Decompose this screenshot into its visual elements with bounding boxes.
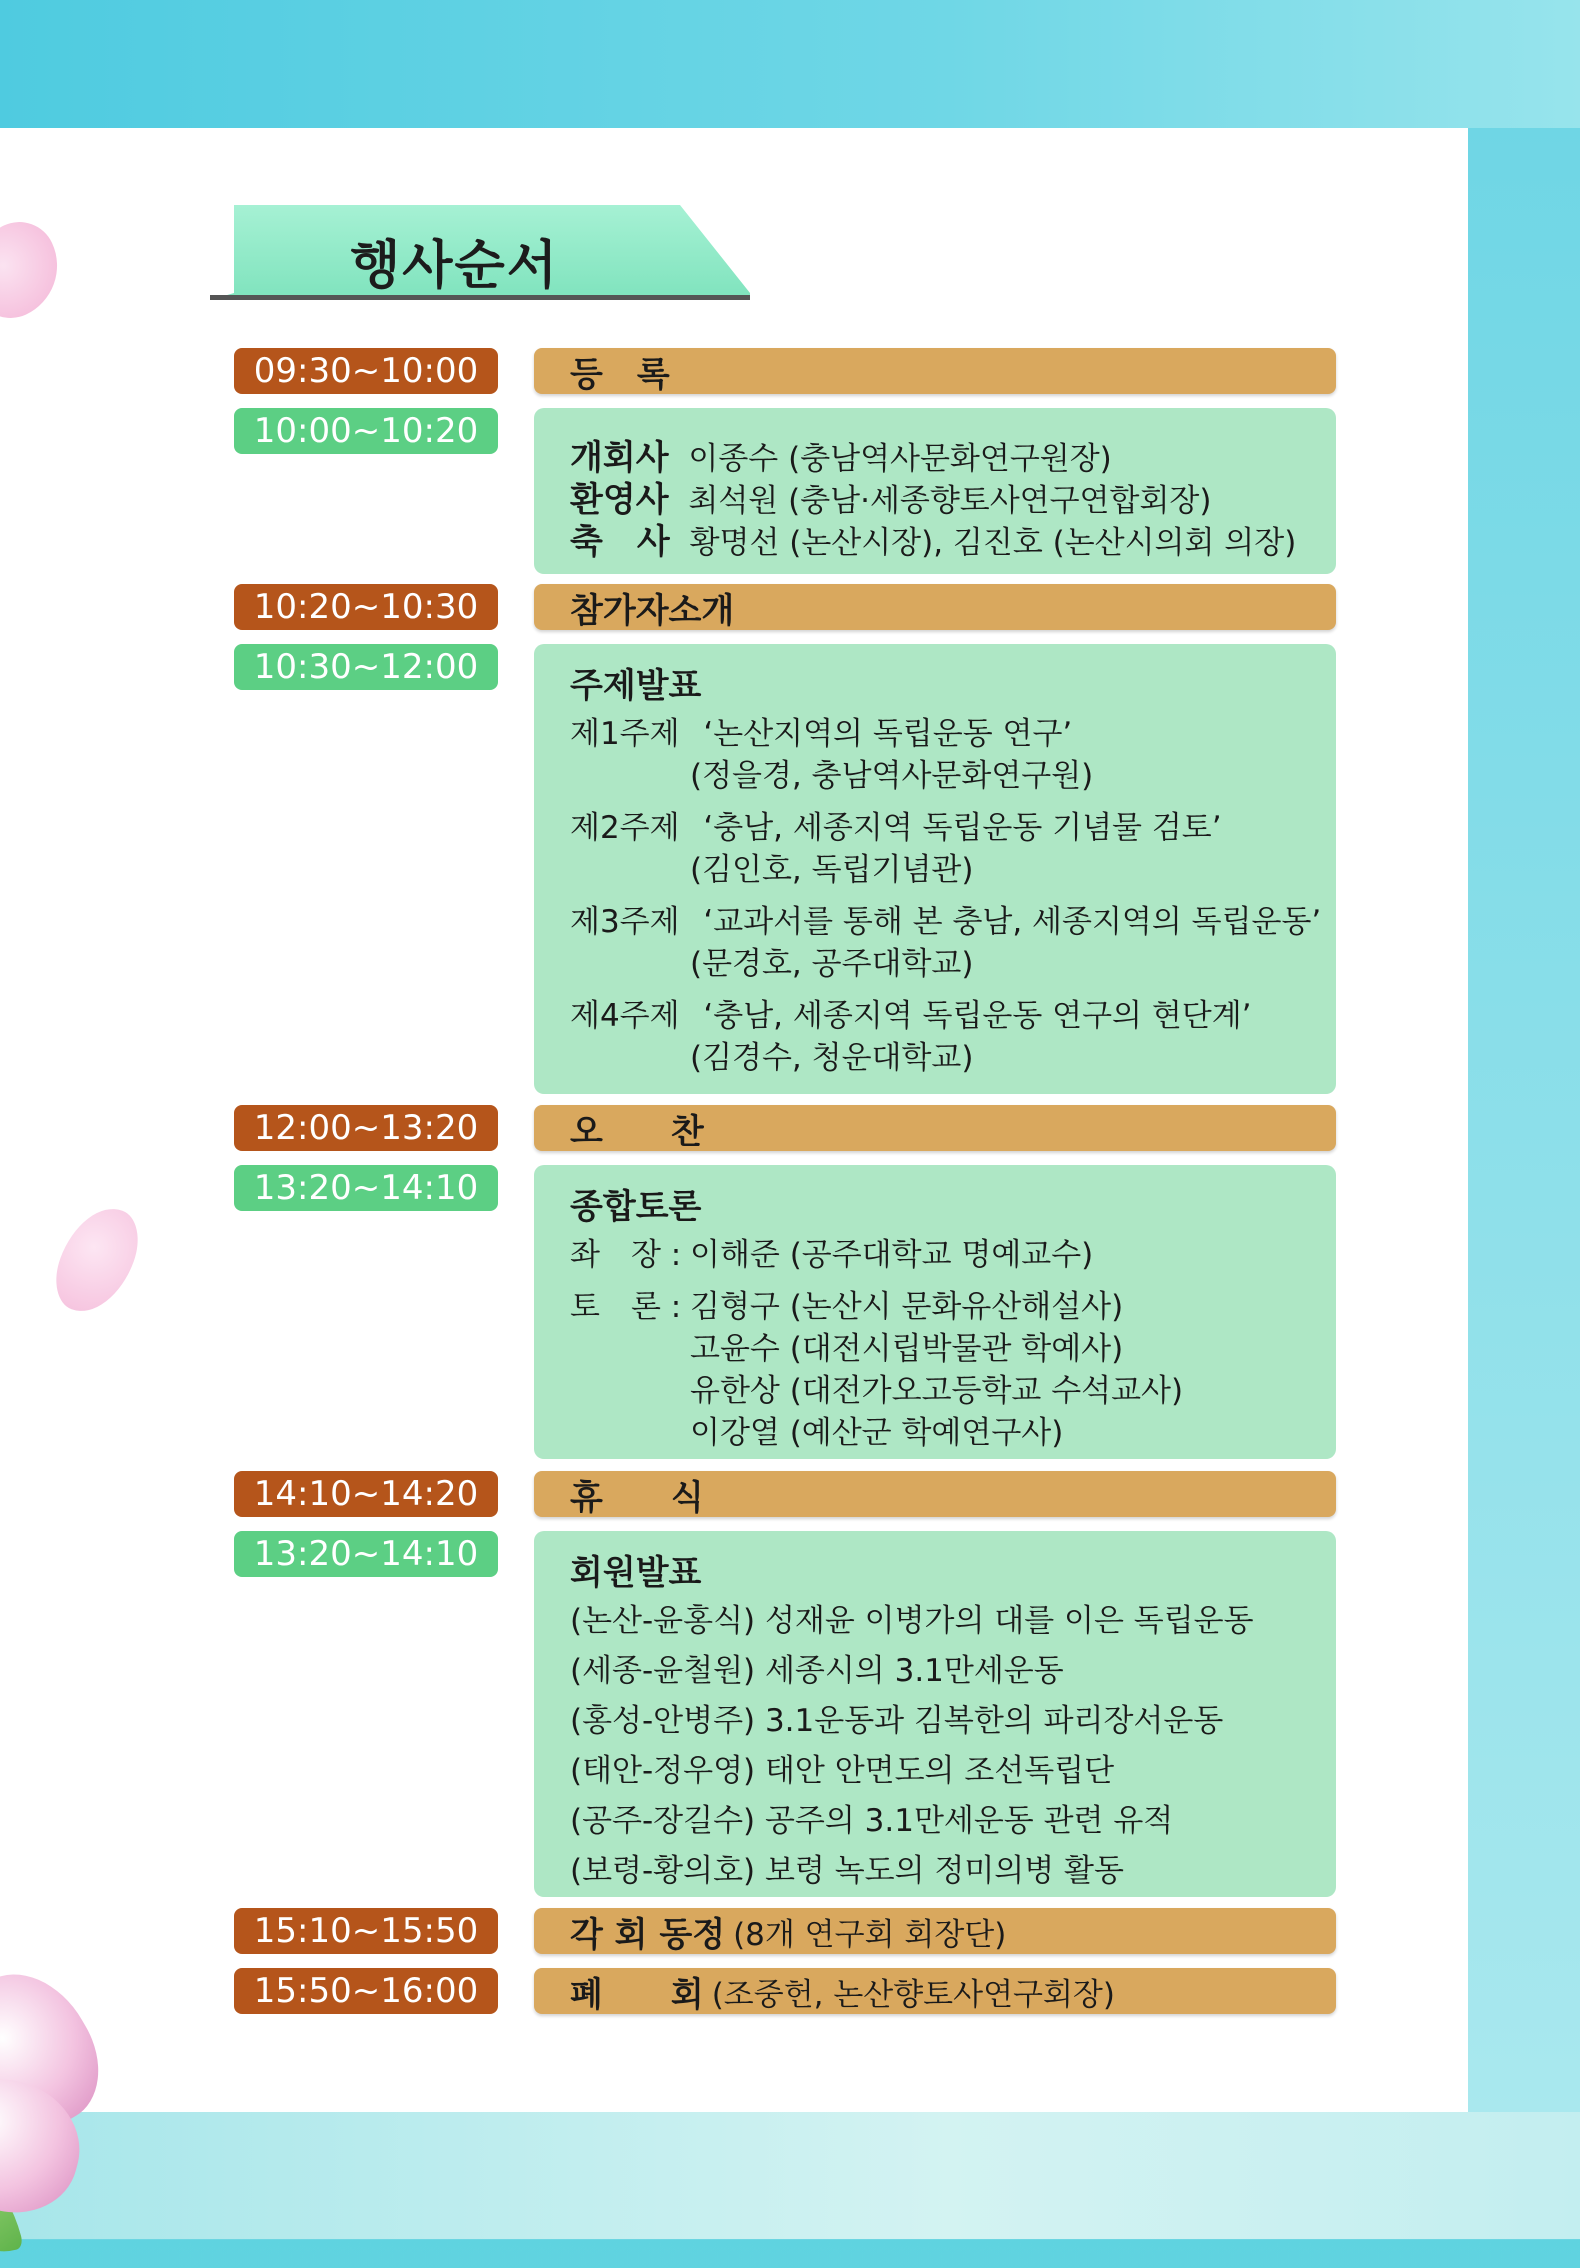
time-slot: 10:00~10:20 [234,408,498,454]
agenda-label: 각 회 동정 [570,1914,726,1955]
member-item: (세종-윤철원) 세종시의 3.1만세운동 [570,1653,1064,1689]
agenda-bar [534,348,1336,394]
topic-presenter: (김인호, 독립기념관) [690,852,974,888]
agenda-label: 오 찬 [570,1111,704,1152]
topic-title: ‘논산지역의 독립운동 연구’ [703,716,1073,752]
background-bottom [0,2112,1580,2239]
topic-3 [570,896,1321,941]
member-item: (공주-장길수) 공주의 3.1만세운동 관련 유적 [570,1803,1174,1839]
agenda-bar [534,1105,1336,1151]
topic-number: 제2주제 [570,810,680,846]
time-slot: 09:30~10:00 [234,348,498,394]
time-slot: 10:20~10:30 [234,584,498,630]
welcome-person: 최석원 (충남·세종향토사연구연합회장) [688,483,1212,519]
agenda-sub: (조중헌, 논산향토사연구회장) [711,1976,1115,2013]
member-heading: 회원발표 [570,1553,702,1593]
flower-decoration [0,1930,140,2230]
panelist: 고윤수 (대전시립박물관 학예사) [690,1331,1124,1367]
member-item: (태안-정우영) 태안 안면도의 조선독립단 [570,1753,1115,1789]
topic-title: ‘교과서를 통해 본 충남, 세종지역의 독립운동’ [703,904,1322,940]
page-title: 행사순서 [350,236,559,296]
opening-person: 이종수 (충남역사문화연구원장) [688,441,1112,477]
panelist: 김형구 (논산시 문화유산해설사) [690,1289,1124,1325]
congrats-role: 축 사 [570,522,670,562]
panelist: 유한상 (대전가오고등학교 수석교사) [690,1373,1184,1409]
topic-presenter: (김경수, 청운대학교) [690,1040,974,1076]
topic-2 [570,802,1222,847]
time-slot: 13:20~14:10 [234,1165,498,1211]
chair-line [570,1229,681,1274]
time-slot: 13:20~14:10 [234,1531,498,1577]
agenda-label: 휴 식 [570,1477,704,1518]
agenda-label: 등 록 [570,354,670,395]
agenda-sub: (8개 연구회 회장단) [733,1916,1007,1953]
agenda-label: 폐 회 [570,1974,704,2015]
panelist: 이강열 (예산군 학예연구사) [690,1415,1064,1451]
topic-number: 제1주제 [570,716,680,752]
background-top [0,0,1580,128]
topic-4 [570,990,1252,1035]
opening-role: 개회사 [570,438,669,478]
agenda-label: 참가자소개 [570,590,735,631]
member-presentations-box [534,1531,1336,1897]
time-slot: 12:00~13:20 [234,1105,498,1151]
topic-number: 제3주제 [570,904,680,940]
discussion-heading: 종합토론 [570,1187,702,1227]
member-item: (논산-윤홍식) 성재윤 이병가의 대를 이은 독립운동 [570,1603,1254,1639]
agenda-bar [534,1968,1336,2014]
keynote-heading: 주제발표 [570,666,702,706]
title-banner [210,205,750,300]
topic-1 [570,708,1072,753]
panel-label: 토 론 : [570,1289,682,1325]
welcome-role: 환영사 [570,480,669,520]
congrats-line [570,514,1296,563]
background-right [1468,128,1580,2112]
time-slot: 15:10~15:50 [234,1908,498,1954]
chair-label: 좌 장 : [570,1237,682,1273]
topic-presenter: (정을경, 충남역사문화연구원) [690,758,1094,794]
topic-title: ‘충남, 세종지역 독립운동 연구의 현단계’ [703,998,1252,1034]
topic-title: ‘충남, 세종지역 독립운동 기념물 검토’ [703,810,1222,846]
time-slot: 14:10~14:20 [234,1471,498,1517]
topic-number: 제4주제 [570,998,680,1034]
congrats-person: 황명선 (논산시장), 김진호 (논산시의회 의장) [689,525,1297,561]
agenda-bar [534,584,1336,630]
member-item: (보령-황의호) 보령 녹도의 정미의병 활동 [570,1853,1124,1889]
chair-name: 이해준 (공주대학교 명예교수) [690,1237,1094,1273]
time-slot: 10:30~12:00 [234,644,498,690]
member-item: (홍성-안병주) 3.1운동과 김복한의 파리장서운동 [570,1703,1224,1739]
opening-box [534,408,1336,574]
keynote-box [534,644,1336,1094]
time-slot: 15:50~16:00 [234,1968,498,2014]
discussion-box [534,1165,1336,1459]
topic-presenter: (문경호, 공주대학교) [690,946,974,982]
agenda-bar [534,1908,1336,1954]
agenda-bar [534,1471,1336,1517]
